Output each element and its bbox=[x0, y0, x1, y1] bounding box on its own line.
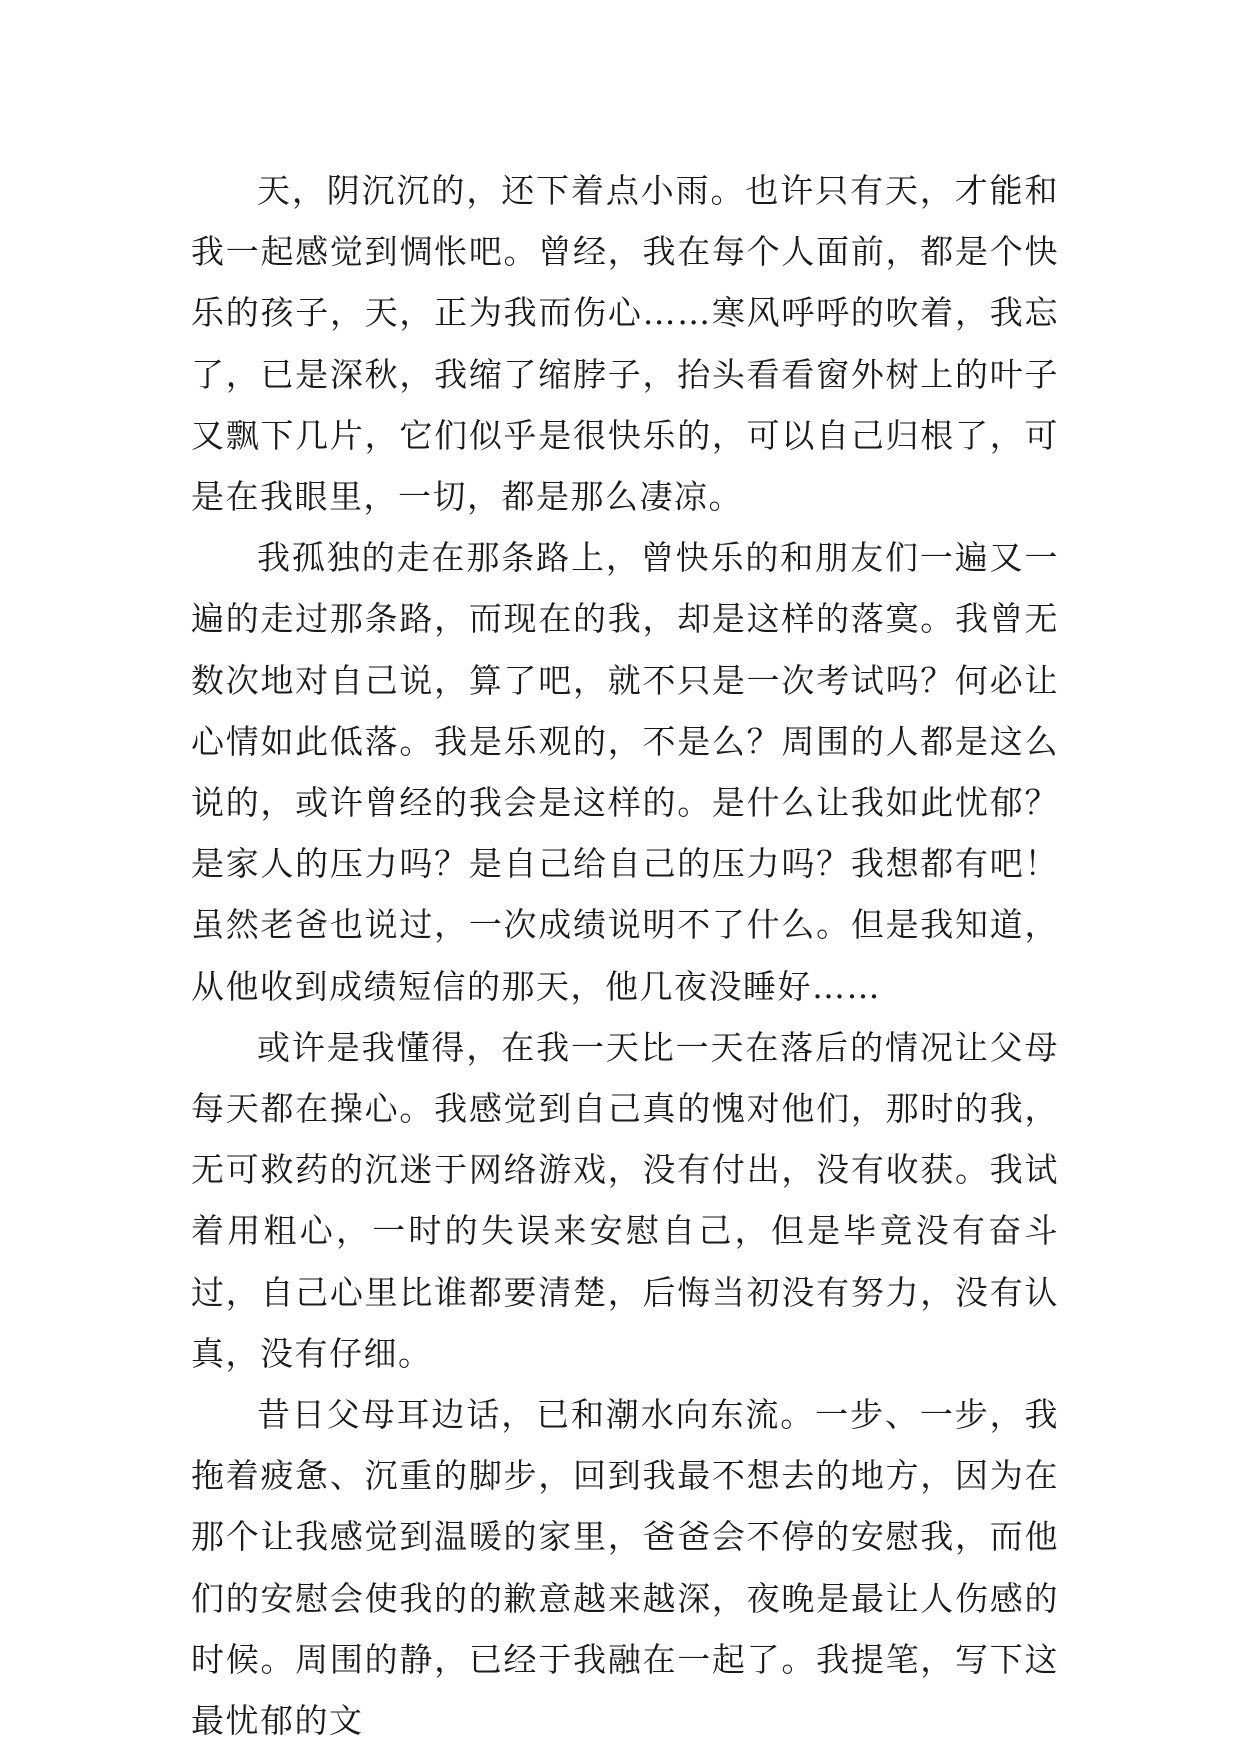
paragraph-1: 天，阴沉沉的，还下着点小雨。也许只有天，才能和我一起感觉到惆怅吧。曾经，我在每个人面前，都是个快乐的孩子，天，正为我而伤心……寒风呼呼的吹着，我忘了，已是深秋，我缩了缩脖子，抬头看看窗外树上的叶子又飘下几片，它们似乎是很快乐的，可以自己归根了，可是在我眼里，一切，都是那么凄凉。 bbox=[191, 171, 1059, 517]
paragraph-4: 昔日父母耳边话，已和潮水向东流。一步、一步，我拖着疲惫、沉重的脚步，回到我最不想去的地方，因为在那个让我感觉到温暖的家里，爸爸会不停的安慰我，而他们的安慰会使我的的歉意越来越深，夜晚是最让人伤感的时候。周围的静，已经于我融在一起了。我提笔，写下这最忧郁的文 bbox=[191, 1395, 1059, 1741]
paragraph-3: 或许是我懂得，在我一天比一天在落后的情况让父母每天都在操心。我感觉到自己真的愧对他们，那时的我，无可救药的沉迷于网络游戏，没有付出，没有收获。我试着用粗心，一时的失误来安慰自己，但是毕竟没有奋斗过，自己心里比谁都要清楚，后悔当初没有努力，没有认真，没有仔细。 bbox=[191, 1027, 1059, 1373]
essay-body bbox=[191, 160, 1059, 1751]
paragraph-2: 我孤独的走在那条路上，曾快乐的和朋友们一遍又一遍的走过那条路，而现在的我，却是这样的落寞。我曾无数次地对自己说，算了吧，就不只是一次考试吗？何必让心情如此低落。我是乐观的，不是么？周围的人都是这么说的，或许曾经的我会是这样的。是什么让我如此忧郁？是家人的压力吗？是自己给自己的压力吗？我想都有吧！虽然老爸也说过，一次成绩说明不了什么。但是我知道，从他收到成绩短信的那天，他几夜没睡好…… bbox=[191, 538, 1059, 1006]
